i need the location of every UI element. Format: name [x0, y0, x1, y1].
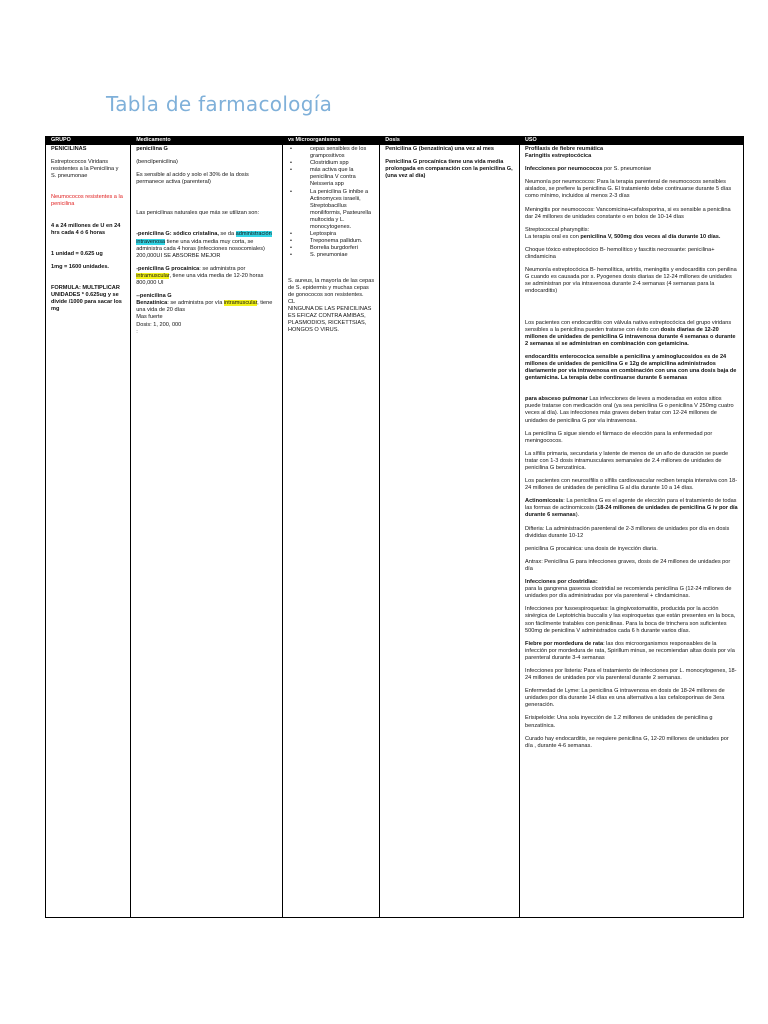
list-item: • Clostridium spp: [298, 160, 374, 167]
group-dose: 4 a 24 millones de U en 24 hrs cada 4 ó 6 horas: [51, 222, 121, 236]
micro-resistant: S. aureus, la mayoría de las cepas de S. epidermis y muchas cepas de gonococos son resistentes.: [288, 277, 375, 298]
use-curado: Curado hay endocarditis, se requiere penicilina G, 12-20 millones de unidades por día , durante 4-6 semanas.: [525, 735, 729, 749]
use-erisipeloide: Erisipeloide: Una sola inyección de 1.2 millones de unidades de penicilina g benzatínica.: [525, 715, 713, 729]
use-endocarditis-enterococica: endocarditis enterococica sensible a penicilina y aminoglucosidos es de 24 millones de unidades de penicilina G e 12g de ampicilina administrados diariamente por vía intravenosa en combinación con una con una dosis baja de gentamicina. La terapia debe continuarse durante 6 semanas: [525, 353, 737, 382]
cell-medicamento: [131, 145, 283, 918]
use-listeria: Infecciones por listeria: Para el tratamiento de infecciones por L. monocytogenes, 18-24 millones de unidades por vía parenteral durante 2 semanas.: [525, 667, 737, 682]
dose-benzatinica: Penicilina G (benzatínica) una vez al mes: [385, 146, 495, 152]
pharmacology-table: [45, 136, 744, 918]
header-uso: USO: [520, 137, 744, 145]
drug-procainica: -penicilina G procaínica: se administra por intramuscular, tiene una vida media de 12-20 horas 800,000 UI: [136, 265, 264, 287]
list-item: • La penicilina G inhibe a Actinomyces israelii, Streptobacillus moniliformis, Pasteurella multocida y L. monocytogenes.: [298, 189, 374, 232]
use-lyme: Enfermedad de Lyme: La penicilina G intravenosa en dosis de 18-24 millones de unidades por día durante 14 días es una alternativa a las cefalosporinas de 3era generación.: [525, 688, 725, 709]
drug-synonym: (bencilpenicilina): [136, 159, 178, 166]
table-row: [46, 145, 744, 918]
list-item: • S. pneumoniae: [298, 252, 374, 259]
use-faringitis: Faringitis estreptocócica: [525, 153, 592, 160]
group-name: PENICILINAS: [51, 146, 87, 152]
use-procainica: penicilina G procainica: una dosis de inyección diaria.: [525, 545, 658, 552]
use-clostridias: Infecciones por clostridias: para la gangrena gaseosa clostridial se recomienda penicilina G (12-24 millones de unidades por día administradas por vía parenteral + clindamicinas.: [525, 579, 732, 600]
use-antrax: Antrax: Penicilina G para infecciones graves, dosis de 24 millones de unidades por día: [525, 558, 731, 572]
use-fusoespiroquetas: Infecciones por fusoespiroquetas: la gingivostomatitis, producida por la acción sinérgica de Leptotrichia buccalis y las espiroquetas que están presentes en la boca, son fácilmente tratables con penicilinas. Para la boca de trinchera son suficientes 500mg de penicilina V administrados cada 6 h durante varios días.: [525, 606, 736, 634]
drug-name: penicilina G: [136, 146, 168, 152]
header-microorganismos: vs Microorganismos: [283, 137, 380, 145]
cell-uso: [520, 145, 744, 918]
list-item: • Borrelia burgdorferi: [298, 245, 374, 252]
drug-natural-note: Las penicilinas naturales que más se utilizan son:: [136, 210, 260, 217]
micro-cl: CL: [288, 298, 296, 305]
group-strep: Estreptococos Viridans resistentes a la Penicilina y S. pneumonae: [51, 159, 119, 180]
header-dosis: Dosis: [380, 137, 520, 145]
use-absceso: para absceso pulmonar Las infecciones de leves a moderadas en estos sitios puede tratarse con medicación oral (ya sea penicilina G o penicilina V 250mg cuatro veces al día). Las infecciones más graves deben tratar con 12-24 millones de unidades de penicilina G por vía intravenosa.: [525, 396, 734, 424]
cell-grupo: [46, 145, 131, 918]
use-strep-pharyngitis: Streptococcal pharyngitis: La terapia oral es con penicilina V, 500mg dos veces al día durante 10 días.: [525, 226, 721, 240]
use-profilaxis: Profilaxis de fiebre reumática: [525, 146, 604, 152]
list-item: • Leptospira: [298, 231, 374, 238]
header-row: [46, 137, 744, 145]
drug-acid-note: Es sensible al acido y solo el 30% de la dosis permanece activa (parenteral): [136, 172, 249, 186]
use-neumonia-strep: Neumonía estreptocócica B- hemolítica, artritis, meningitis y endocarditis con penilina G cuando es causada por s. Pyogenes dosis diarias de 12-24 millones de unidades se administran por vía intravenosa durante 2-4 semanas (4 semanas para la endocarditis): [525, 267, 737, 295]
use-meningococos: La penicilina G sigue siendo el fármaco de elección para la enfermedad por meningococos.: [525, 430, 713, 444]
use-endocarditis: Los pacientes con endocarditis con válvula nativa estreptocócica del grupo viridans sensibles a la penicilina pueden tratarse con éxito con dosis diarias de 12-20 millones de unidades de penicilina G intravenosa durante 4 semanas o durante 2 semanas si se administran en combinación con getamicina.: [525, 319, 736, 347]
cell-microorganismos: [283, 145, 380, 918]
use-sifilis: La sífilis primaria, secundaria y latente de menos de un año de duración se puede tratar con 1-3 dosis intramusculares semanales de 2.4 millones de unidades de penicilina G benzatínica.: [525, 450, 729, 471]
use-mordedura-rata: Fiebre por mordedura de rata: las dos microorganismos responsables de la infección por mordedura de rata, Spirillum minus, se recomiendan altas dosis por vía parenteral durante 3-4 semanas: [525, 640, 735, 661]
micro-ineffective: NINGUNA DE LAS PENICILINAS ES EFICAZ CONTRA AMIBAS, PLASMODIOS, RICKETTSIAS, HONGOS O VIRUS.: [288, 305, 372, 334]
drug-sodica: -penicilina G: sódico cristalina, se da administración intravenosa tiene una vida media muy corta, se administra cada 4 horas (infecciones nosocomiales) 200,000UI SE ABSORBE MEJOR: [136, 231, 272, 259]
use-neumococos: Infecciones por neumococos por S. pneumoniae: [525, 166, 652, 173]
group-mg-conversion: 1mg = 1600 unidades.: [51, 263, 109, 270]
use-difteria: Difteria: La administración parenteral de 2-3 millones de unidades por día en dosis divididas durante 10-12: [525, 525, 730, 539]
header-medicamento: Medicamento: [131, 137, 283, 145]
drug-benzatinica: --penicilina G Benzatínica: se administra por vía intramuscular, tiene una vida de 20 días Mas fuerte Dosis: 1, 200, 000 :: [136, 293, 273, 335]
page-title: Tabla de farmacología: [106, 92, 333, 116]
list-item: • más activa que la penicilina V contra Neisseria spp: [298, 167, 374, 188]
group-unit-conversion: 1 unidad = 0.625 ug: [51, 250, 103, 257]
use-actinomicosis: Actinomicosis: La penicilina G es el agente de elección para el tratamiento de todas las formas de actinomicosis (18-24 millones de unidades de penicilina G iv por día durante 6 semanas).: [525, 498, 738, 519]
use-neumonia: Neumonía por neumococos: Para la terapia parenteral de neumococos sensibles aislados, se prefiere la penicilina G. El tratamiento debe continuarse durante 5 días como mínimo, incluidos al menos 2-3 días: [525, 179, 732, 200]
group-resistant-note: Neumococos resistentes a la penicilina: [51, 194, 123, 208]
header-grupo: GRUPO: [46, 137, 131, 145]
use-choque: Choque tóxico estreptocócico B- hemolítico y fascitis necrosante: penicilina+ clindamicina: [525, 246, 715, 261]
group-formula: FORMULA: MULTIPLICAR UNIDADES * 0.625ug y se divide /1000 para sacar los mg: [51, 284, 122, 313]
micro-list: [288, 146, 374, 260]
use-neurosifilis: Los pacientes con neurosífilis o sífilis cardiovascular reciben terapia intensiva con 18-24 millones de unidades de penicilina G al día durante 10 a 14 días.: [525, 478, 738, 492]
use-meningitis: Meningitis por neumococos: Vancomicina+cefalosporina, si es sensible a penicilina dar 24 millones de unidades constante o en bolos de 10-14 días: [525, 206, 731, 220]
dose-procainica: Penicilina G procaínica tiene una vida media prolongada en comparación con la penicilina G, (una vez al día): [385, 159, 513, 180]
list-item: • cepas sensibles de los grampositivos: [298, 146, 374, 160]
list-item: • Treponema pallidum.: [298, 238, 374, 245]
cell-dosis: [380, 145, 520, 918]
